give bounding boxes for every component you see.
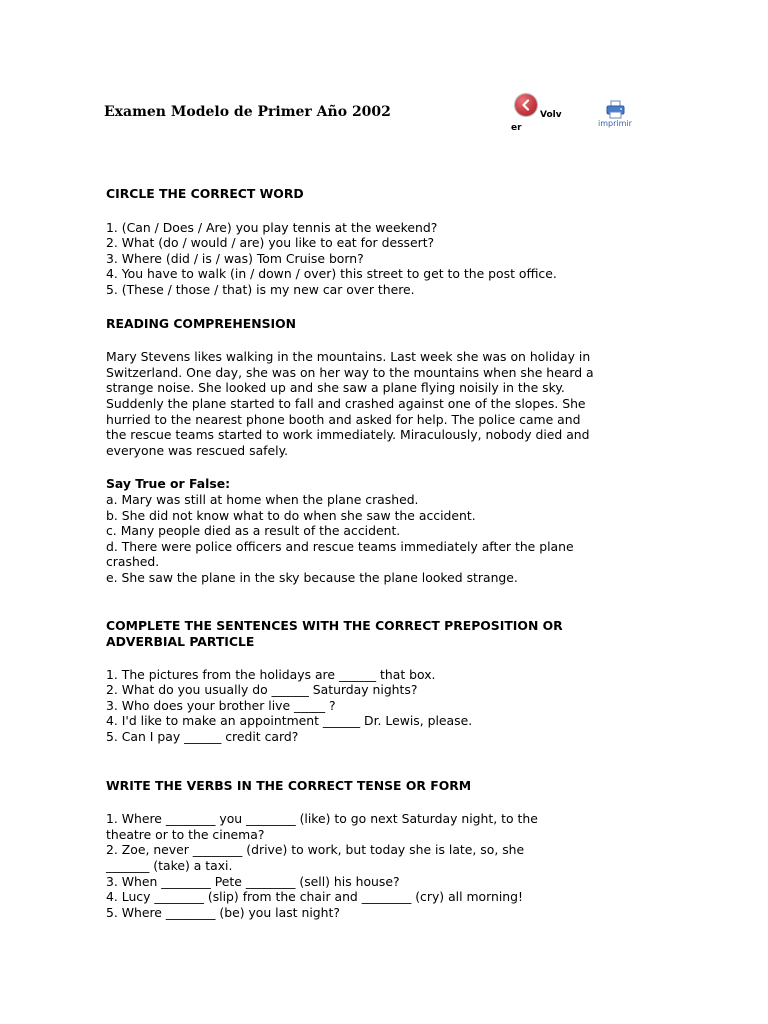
preposition-list [106, 667, 596, 745]
exam-content [106, 186, 596, 920]
list-item: 3. Who does your brother live _____ ? [106, 697, 336, 713]
passage-line: hurried to the nearest phone booth and asked for help. The police came and [106, 411, 581, 427]
verbs-list [106, 811, 596, 920]
section-heading-reading: READING COMPREHENSION [106, 315, 297, 331]
back-arrow-icon [515, 94, 537, 116]
back-button[interactable] [510, 93, 570, 139]
passage-line: strange noise. She looked up and she saw a plane flying noisily in the sky. [106, 380, 565, 396]
list-item: 4. You have to walk (in / down / over) this street to get to the post office. [106, 266, 557, 282]
list-item: 3. Where (did / is / was) Tom Cruise born? [106, 250, 364, 266]
list-item: 2. What (do / would / are) you like to eat for dessert? [106, 235, 435, 251]
list-item: 1. The pictures from the holidays are ______ that box. [106, 666, 436, 682]
list-item: d. There were police officers and rescue teams immediately after the plane [106, 538, 574, 554]
section-heading-preposition [106, 618, 596, 649]
list-item: _______ (take) a taxi. [106, 858, 233, 873]
list-item: 5. Where ________ (be) you last night? [106, 904, 340, 920]
list-item: 1. Where ________ you ________ (like) to go next Saturday night, to the [106, 811, 538, 827]
section-heading-circle: CIRCLE THE CORRECT WORD [106, 186, 304, 201]
print-button[interactable] [596, 98, 638, 132]
list-item: theatre or to the cinema? [106, 826, 265, 842]
section-heading-verbs: WRITE THE VERBS IN THE CORRECT TENSE OR FORM [106, 777, 472, 793]
list-item: a. Mary was still at home when the plane crashed. [106, 491, 419, 507]
list-item: 3. When ________ Pete ________ (sell) his house? [106, 873, 400, 889]
list-item: 5. (These / those / that) is my new car over there. [106, 281, 415, 297]
passage-line: everyone was rescued safely. [106, 442, 289, 458]
passage-line: Suddenly the plane started to fall and crashed against one of the slopes. She [106, 395, 586, 411]
true-false-heading: Say True or False: [106, 476, 231, 492]
list-item: 5. Can I pay ______ credit card? [106, 729, 299, 745]
reading-passage [106, 349, 596, 458]
page-title: Examen Modelo de Primer Año 2002 [104, 104, 391, 120]
passage-line: the rescue teams started to work immediately. Miraculously, nobody died and [106, 427, 590, 443]
back-label-part2: er [511, 123, 522, 133]
heading-line: COMPLETE THE SENTENCES WITH THE CORRECT PREPOSITION OR [106, 618, 563, 634]
list-item: 2. Zoe, never ________ (drive) to work, but today she is late, so, she [106, 842, 525, 858]
list-item: 4. Lucy ________ (slip) from the chair and ________ (cry) all morning! [106, 889, 523, 905]
list-item: b. She did not know what to do when she saw the accident. [106, 507, 476, 523]
heading-line: ADVERBIAL PARTICLE [106, 634, 255, 650]
true-false-list [106, 476, 596, 585]
printer-icon [605, 100, 627, 120]
back-label-part1: Volv [540, 110, 562, 120]
list-item: 4. I'd like to make an appointment ______ Dr. Lewis, please. [106, 713, 473, 729]
circle-list [106, 220, 596, 298]
list-item: e. She saw the plane in the sky because the plane looked strange. [106, 569, 518, 585]
print-label: imprimir [598, 119, 632, 128]
list-item: 1. (Can / Does / Are) you play tennis at the weekend? [106, 219, 438, 235]
passage-line: Mary Stevens likes walking in the mountains. Last week she was on holiday in [106, 349, 591, 365]
list-item: crashed. [106, 554, 160, 570]
list-item: c. Many people died as a result of the accident. [106, 523, 401, 539]
list-item: 2. What do you usually do ______ Saturday nights? [106, 682, 418, 698]
passage-line: Switzerland. One day, she was on her way to the mountains when she heard a [106, 364, 594, 380]
